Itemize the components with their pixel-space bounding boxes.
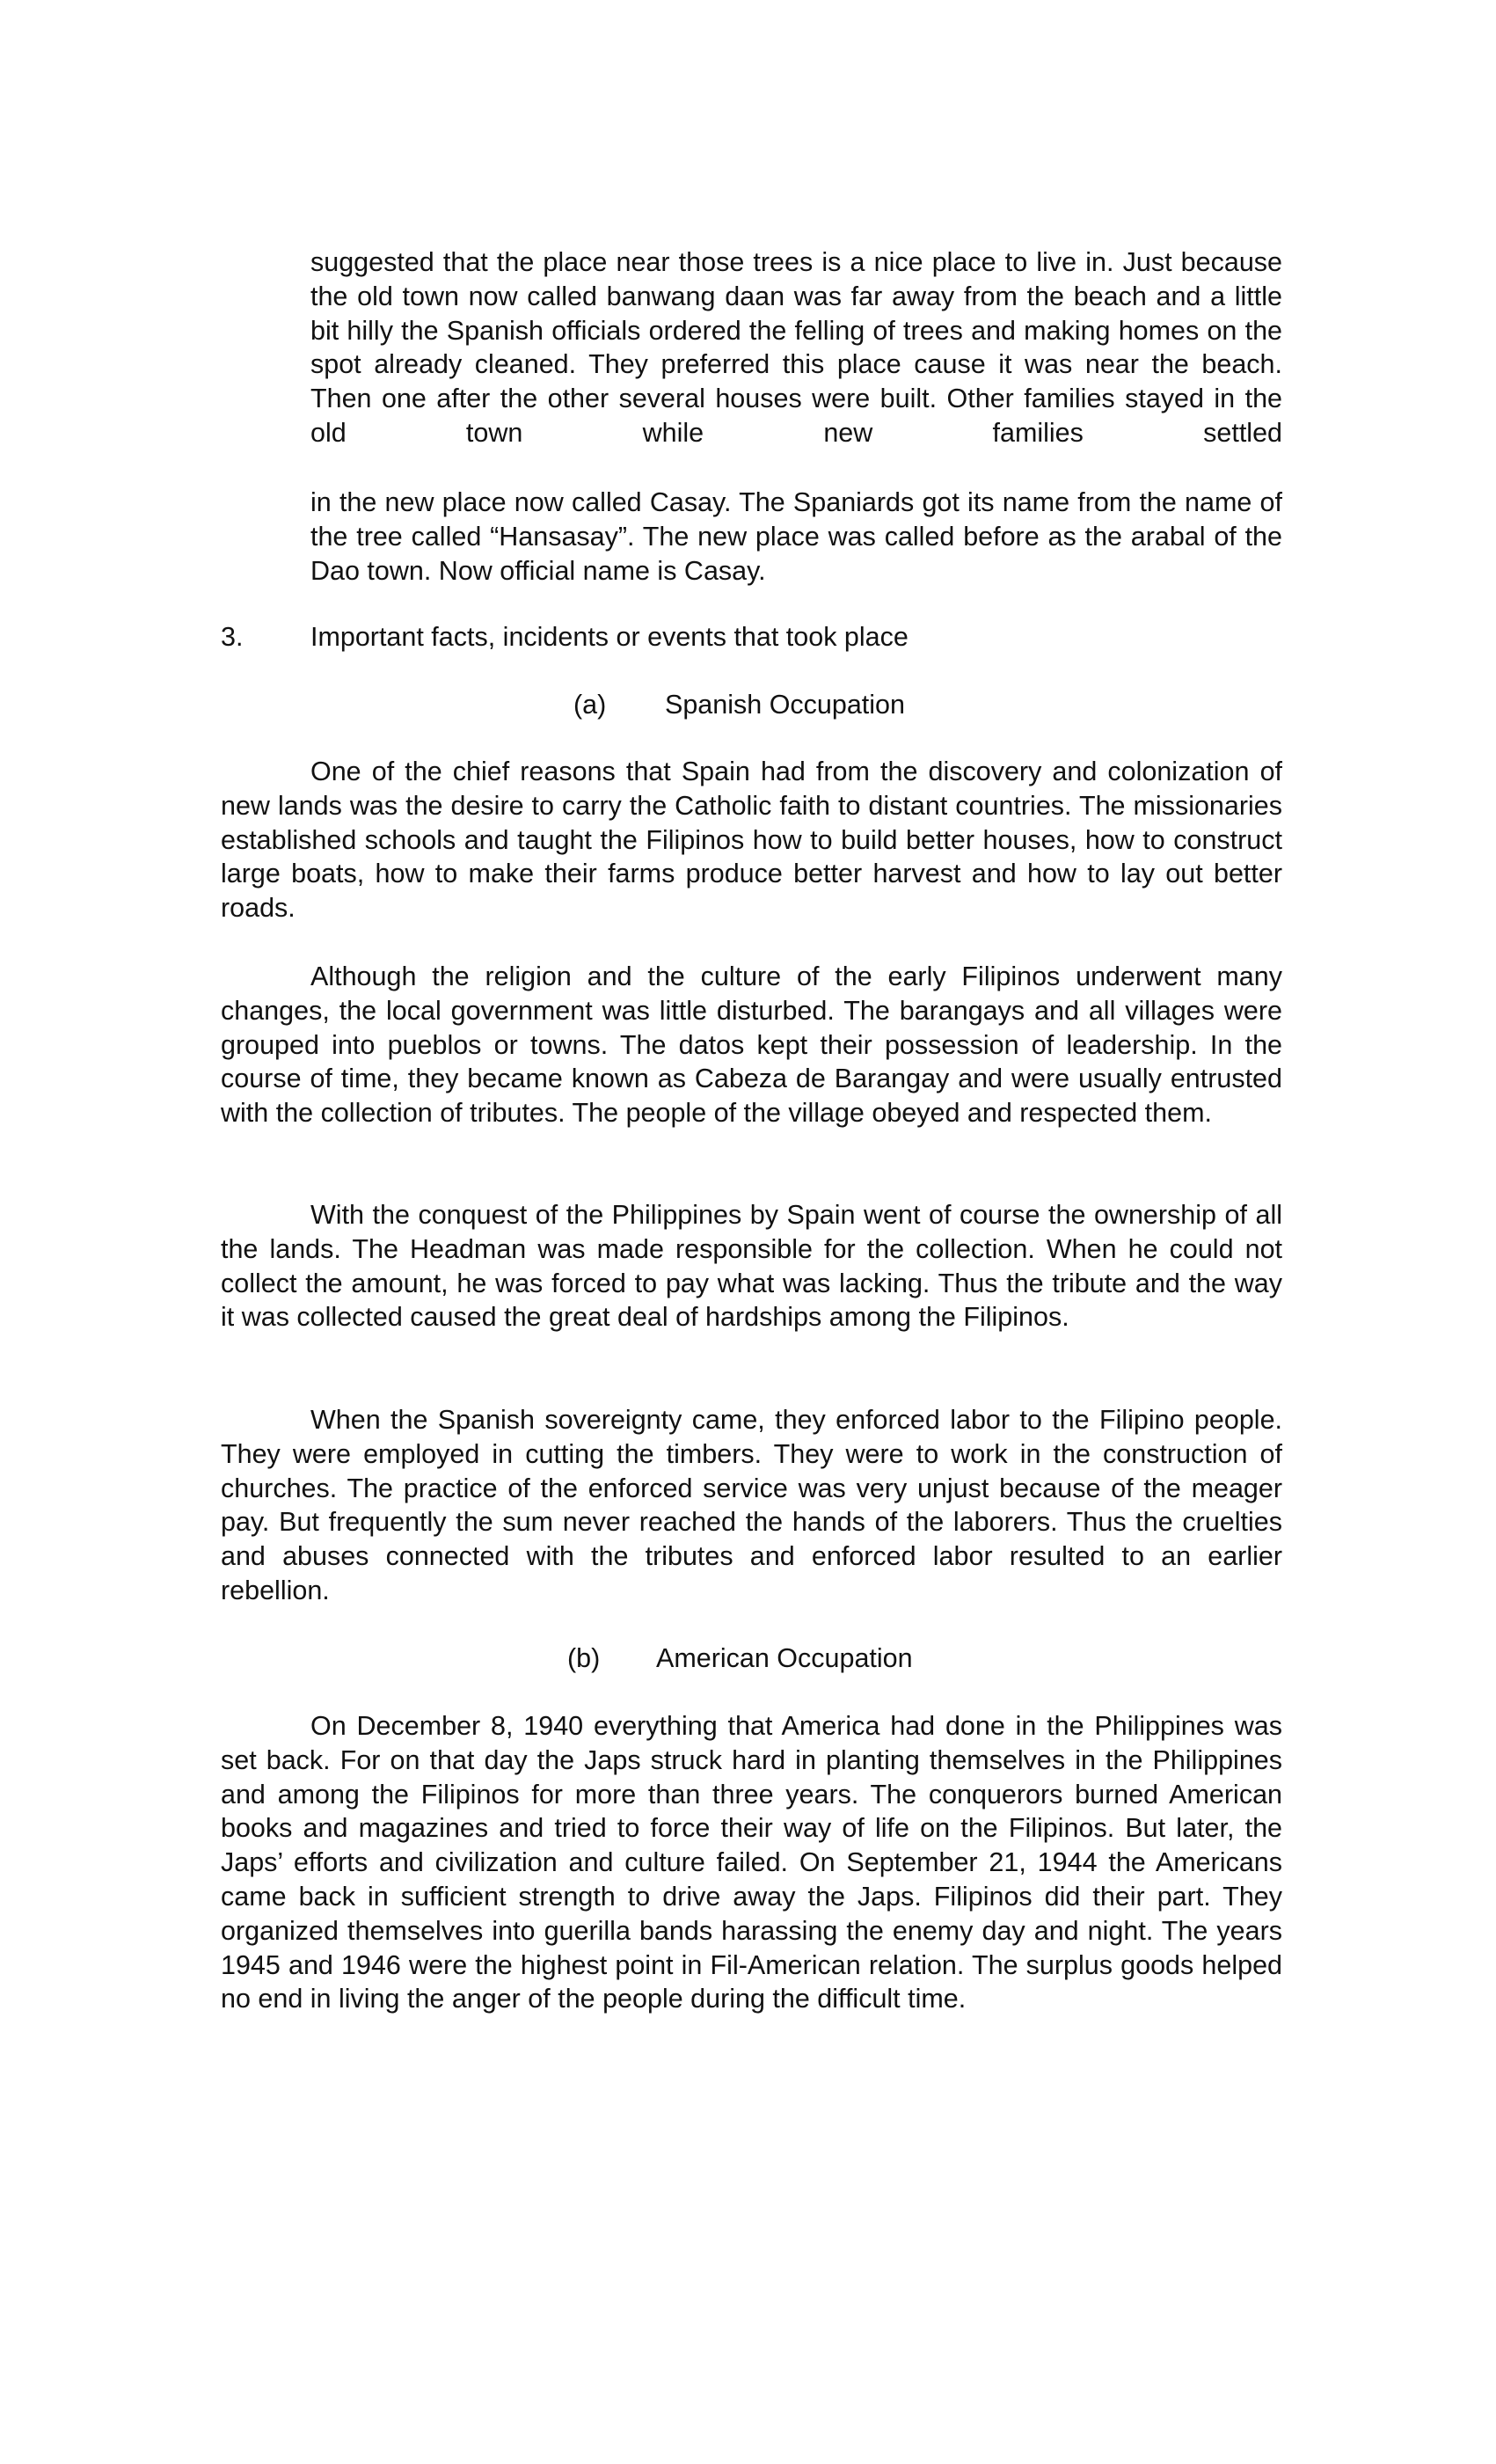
section-heading: Important facts, incidents or events that took place: [310, 622, 909, 652]
subsection-letter: (b): [567, 1643, 601, 1673]
subsection-title: American Occupation: [656, 1643, 913, 1673]
spanish-paragraph: With the conquest of the Philippines by Spain went of course the ownership of all the lands. The Headman was made responsible for the collection. When he could not collect the amount, he was forced to pay what was lacking. Thus the tribute and the way it was collected caused the great deal of hardships among the Filipinos.: [221, 1200, 1282, 1333]
spanish-paragraph: One of the chief reasons that Spain had from the discovery and colonization of new lands was the desire to carry the Catholic faith to distant countries. The missionaries established schools and taught the Filipinos how to build better houses, how to construct large boats, how to make their farms produce better harvest and how to lay out better roads.: [221, 757, 1282, 924]
spanish-paragraph: Although the religion and the culture of the early Filipinos underwent many changes, the local government was little disturbed. The barangays and all villages were grouped into pueblos or towns. The datos kept their possession of leadership. In the course of time, they became known as Cabeza de Barangay and were usually entrusted with the collection of tributes. The people of the village obeyed and respected them.: [221, 961, 1282, 1129]
section-number: 3.: [221, 622, 244, 652]
spanish-paragraph: When the Spanish sovereignty came, they enforced labor to the Filipino people. They were employed in cutting the timbers. They were to work in the construction of churches. The practice of the enforced service was very unjust because of the meager pay. But frequently the sum never reached the hands of the laborers. Thus the cruelties and abuses connected with the tributes and enforced labor resulted to an earlier rebellion.: [221, 1405, 1282, 1605]
subsection-title: Spanish Occupation: [665, 690, 905, 720]
subsection-letter: (a): [573, 690, 607, 720]
american-paragraph: On December 8, 1940 everything that America had done in the Philippines was set back. For on that day the Japs struck hard in planting themselves in the Philippines and among the Filipinos for more than three years. The conquerors burned American books and magazines and tried to force their way of life on the Filipinos. But later, the Japs’ efforts and civilization and culture failed. On September 21, 1944 the Americans came back in sufficient strength to drive away the Japs. Filipinos did their part. They organized themselves into guerilla bands harassing the enemy day and night. The years 1945 and 1946 were the highest point in Fil-American relation. The surplus goods helped no end in living the anger of the people during the difficult time.: [221, 1711, 1282, 2014]
continued-paragraph-2: in the new place now called Casay. The Spaniards got its name from the name of the tree called “Hansasay”. The new place was called before as the arabal of the Dao town. Now official name is Casay.: [310, 487, 1282, 586]
continued-paragraph-1: suggested that the place near those trees is a nice place to live in. Just because the old town now called banwang daan was far away from the beach and a little bit hilly the Spanish officials ordered the felling of trees and making homes on the spot already cleaned. They preferred this place cause it was near the beach. Then one after the other several houses were built. Other families stayed in the old town while new families settled: [310, 247, 1282, 448]
